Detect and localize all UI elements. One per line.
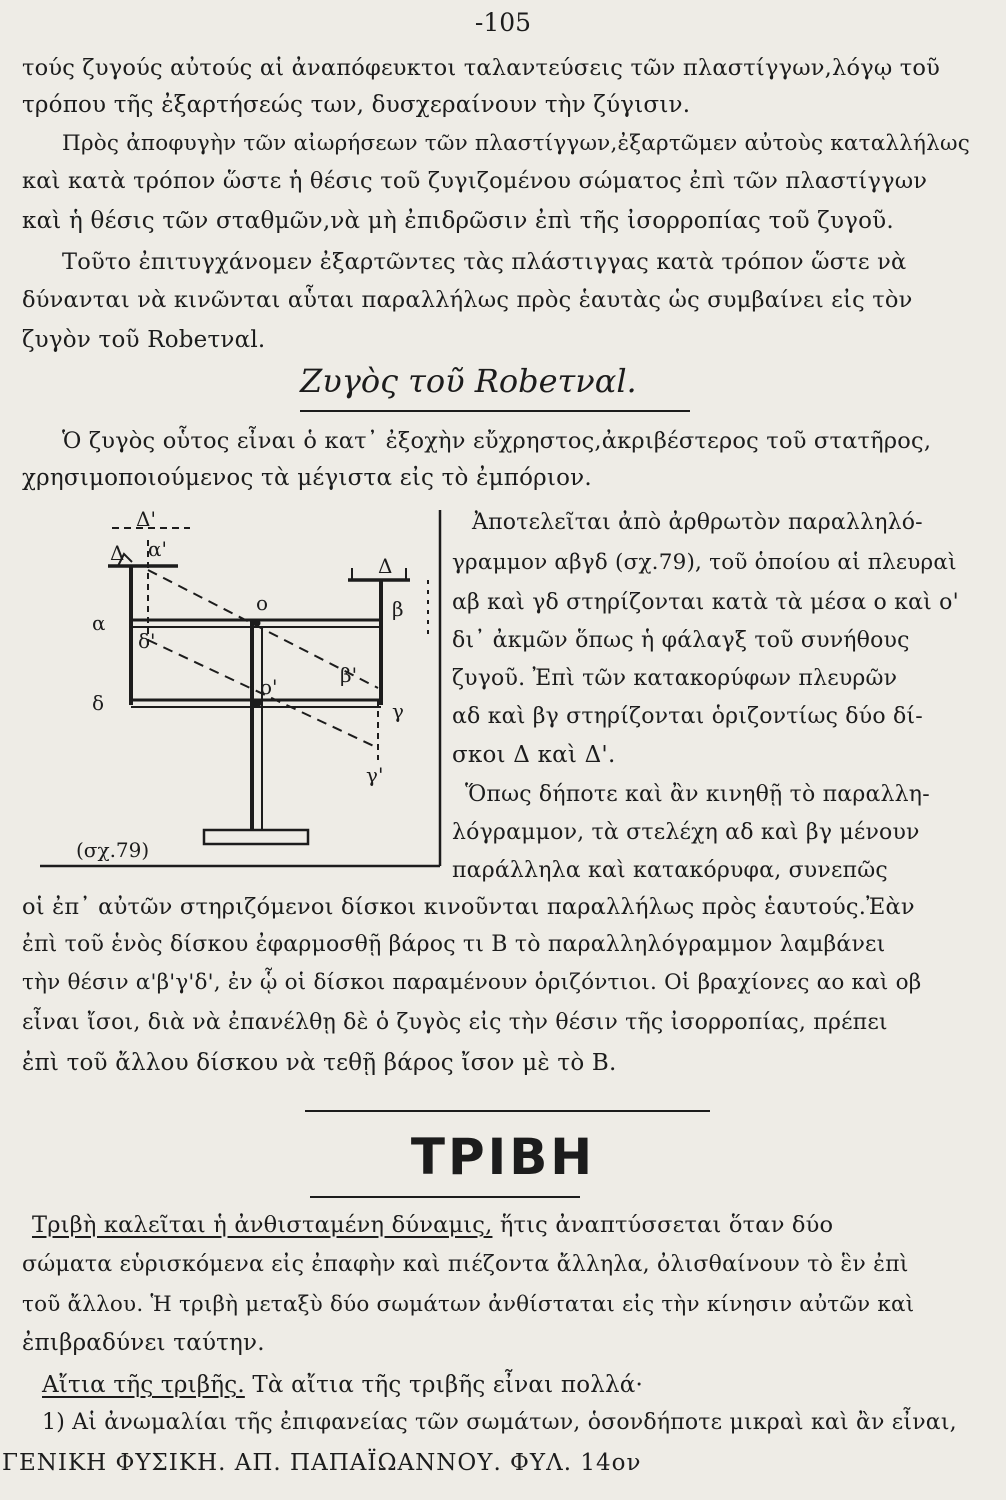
label-alpha-prime: α'	[148, 537, 168, 561]
label-delta-left: Δ	[110, 541, 125, 565]
text-line: σώματα εὑρισκόμενα εἰς ἐπαφὴν καὶ πιέζοντα ἄλληλα, ὀλισθαίνουν τὸ ἓν ἐπὶ	[22, 1252, 909, 1277]
label-omicron-prime: ο'	[260, 675, 278, 699]
text-line: Πρὸς ἀποφυγὴν τῶν αἰωρήσεων τῶν πλαστίγγων,ἐξαρτῶμεν αὐτοὺς καταλλήλως	[62, 131, 970, 156]
stand-base	[204, 830, 308, 844]
label-beta: β	[392, 597, 404, 621]
label-delta-prime-mid: δ'	[138, 629, 156, 653]
text-line: καὶ κατὰ τρόπον ὥστε ἡ θέσις τοῦ ζυγιζομένου σώματος ἐπὶ τῶν πλαστίγγων	[22, 168, 928, 194]
label-delta-prime-top: Δ'	[136, 507, 156, 531]
definition-rest: ἥτις ἀναπτύσσεται ὅταν δύο	[499, 1212, 834, 1238]
text-line: καὶ ἡ θέσις τῶν σταθμῶν,νὰ μὴ ἐπιδρῶσιν ἐπὶ τῆς ἰσορροπίας τοῦ ζυγοῦ.	[22, 208, 894, 234]
section-title-tribi: ΤΡΙΒΗ	[410, 1128, 596, 1186]
text-line: Τοῦτο ἐπιτυγχάνομεν ἐξαρτῶντες τὰς πλάστιγγας κατὰ τρόπον ὥστε νὰ	[62, 249, 907, 275]
text-line: χρησιμοποιούμενος τὰ μέγιστα εἰς τὸ ἐμπόριον.	[22, 465, 592, 491]
side-text-line: Ἀποτελεῖται ἀπὸ ἀρθρωτὸν παραλληλό-	[472, 510, 923, 535]
text-line: ἐπὶ τοῦ ἑνὸς δίσκου ἐφαρμοσθῇ βάρος τι Β τὸ παραλληλόγραμμον λαμβάνει	[22, 932, 886, 957]
text-line: ἐπὶ τοῦ ἄλλου δίσκου νὰ τεθῇ βάρος ἴσον μὲ τὸ Β.	[22, 1050, 617, 1076]
page-footer: ΓΕΝΙΚΗ ΦΥΣΙΚΗ. ΑΠ. ΠΑΠΑΪΩΑΝΝΟΥ. ΦΥΛ. 14ον	[2, 1450, 642, 1476]
label-delta-right: Δ	[378, 554, 393, 578]
side-text-line: παράλληλα καὶ κατακόρυφα, συνεπῶς	[452, 858, 888, 883]
label-omicron: ο	[256, 591, 269, 615]
label-gamma: γ	[392, 699, 404, 723]
text-line: δύνανται νὰ κινῶνται αὗται παραλλήλως πρὸς ἑαυτὰς ὡς συμβαίνει εἰς τὸν	[22, 287, 913, 313]
text-line	[42, 1372, 643, 1398]
side-text-line: δι᾽ ἀκμῶν ὅπως ἡ φάλαγξ τοῦ συνήθους	[452, 628, 910, 653]
page-number: -105	[474, 8, 532, 37]
definition-lead: Τριβὴ καλεῖται ἡ ἀνθισταμένη δύναμις,	[32, 1212, 493, 1238]
section-rule	[305, 1110, 710, 1112]
label-delta: δ	[92, 691, 105, 715]
side-text-line: λόγραμμον, τὰ στελέχη αδ καὶ βγ μένουν	[452, 820, 920, 845]
label-gamma-prime: γ'	[366, 763, 384, 787]
text-line	[32, 1212, 833, 1238]
side-text-line: αβ καὶ γδ στηρίζονται κατὰ τὰ μέσα ο καὶ ο'	[452, 590, 959, 615]
text-line: εἶναι ἴσοι, διὰ νὰ ἐπανέλθῃ δὲ ὁ ζυγὸς εἰς τὴν θέσιν τῆς ἰσορροπίας, πρέπει	[22, 1010, 888, 1035]
text-line: ζυγὸν τοῦ Robeτναl.	[22, 327, 266, 353]
text-line: τὴν θέσιν α'β'γ'δ', ἐν ᾧ οἱ δίσκοι παραμένουν ὁριζόντιοι. Οἱ βραχίονες αο καὶ οβ	[22, 970, 922, 995]
text-line: τούς ζυγούς αὐτούς αἱ ἀναπόφευκτοι ταλαντεύσεις τῶν πλαστίγγων,λόγῳ τοῦ	[22, 55, 941, 81]
side-text-line: σκοι Δ καὶ Δ'.	[452, 742, 616, 768]
side-text-line: γραμμον αβγδ (σχ.79), τοῦ ὁποίου αἱ πλευραὶ	[452, 550, 957, 575]
text-line: τρόπου τῆς ἐξαρτήσεώς των, δυσχεραίνουν τὴν ζύγισιν.	[22, 92, 691, 118]
label-alpha: α	[92, 611, 106, 635]
causes-intro: Τὰ αἴτια τῆς τριβῆς εἶναι πολλά·	[252, 1372, 644, 1398]
text-line: 1) Αἱ ἀνωμαλίαι τῆς ἐπιφανείας τῶν σωμάτων, ὁσονδήποτε μικραὶ καὶ ἂν εἶναι,	[42, 1410, 957, 1435]
side-text-line: αδ καὶ βγ στηρίζονται ὁριζοντίως δύο δί-	[452, 704, 923, 729]
title-underline	[310, 1196, 580, 1198]
side-text-line: ζυγοῦ. Ἐπὶ τῶν κατακορύφων πλευρῶν	[452, 666, 898, 691]
text-line: οἱ ἐπ᾽ αὐτῶν στηριζόμενοι δίσκοι κινοῦνται παραλλήλως πρὸς ἑαυτούς.Ἐὰν	[22, 894, 915, 920]
figure-caption: (σχ.79)	[76, 838, 150, 862]
side-text-line: Ὅπως δήποτε καὶ ἂν κινηθῇ τὸ παραλλη-	[465, 782, 930, 807]
section-heading-roberval: Ζυγὸς τοῦ Robeτναl.	[300, 362, 637, 400]
text-line: τοῦ ἄλλου. Ἡ τριβὴ μεταξὺ δύο σωμάτων ἀνθίσταται εἰς τὴν κίνησιν αὐτῶν καὶ	[22, 1292, 915, 1317]
text-line: Ὁ ζυγὸς οὗτος εἶναι ὁ κατ᾽ ἐξοχὴν εὔχρηστος,ἀκριβέστερος τοῦ στατῆρος,	[62, 428, 932, 454]
text-line: ἐπιβραδύνει ταύτην.	[22, 1330, 265, 1356]
causes-heading: Αἴτια τῆς τριβῆς.	[42, 1372, 245, 1398]
label-beta-prime: β'	[340, 663, 358, 687]
